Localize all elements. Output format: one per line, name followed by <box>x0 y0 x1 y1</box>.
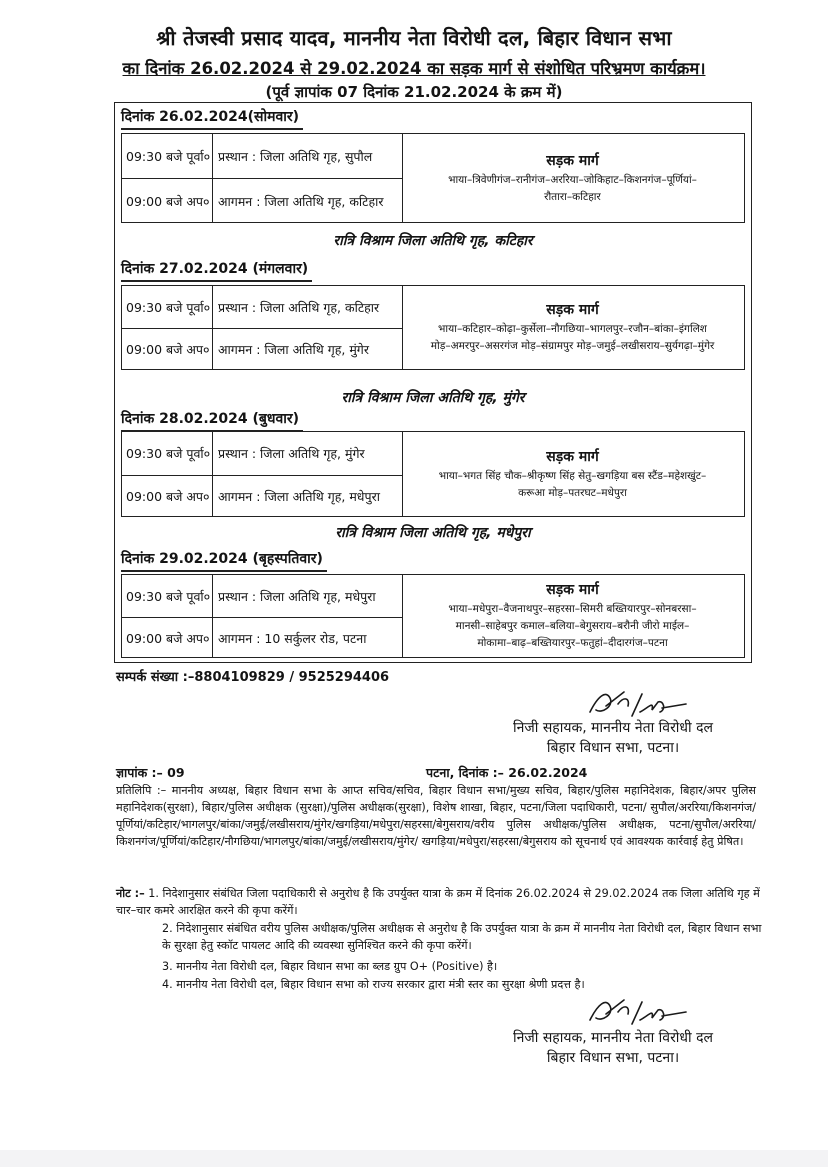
departure-time: 09:30 बजे पूर्वा० <box>126 446 211 461</box>
note-item <box>116 920 766 954</box>
note-text: 1. निदेशानुसार संबंधित जिला पदाधिकारी से अनुरोध है कि उपर्युक्त यात्रा के क्रम में दिनांक 26.02.2024 से 29.02.2024 तक जिला अतिथि गृह में चार–चार कमरे आरक्षित करने की कृपा करेंगें। <box>116 887 760 917</box>
signature-office: बिहार विधान सभा, पटना। <box>546 1050 680 1066</box>
night-stay: रात्रि विश्राम जिला अतिथि गृह, मधेपुरा <box>335 525 531 541</box>
departure-place: प्रस्थान : जिला अतिथि गृह, कटिहार <box>218 299 380 315</box>
route-line: भाया–कटिहार–कोढ़ा–कुर्सेला–नौगछिया–भागलपुर–रजौन–बांका–इंगलिश <box>438 323 707 335</box>
route-title: सड़क मार्ग <box>546 582 599 598</box>
page-subtitle: का दिनांक 26.02.2024 से 29.02.2024 का सड़क मार्ग से संशोधित परिभ्रमण कार्यक्रम। <box>122 59 706 78</box>
departure-time: 09:30 बजे पूर्वा० <box>126 588 211 604</box>
signature-office: बिहार विधान सभा, पटना। <box>546 740 680 756</box>
departure-place: प्रस्थान : जिला अतिथि गृह, सुपौल <box>218 148 373 164</box>
route-cell <box>405 134 740 222</box>
note-item <box>116 885 766 919</box>
arrival-time: 09:00 बजे अप० <box>126 489 210 504</box>
reference-line: (पूर्व ज्ञापांक 07 दिनांक 21.02.2024 के क्रम में) <box>265 83 563 101</box>
route-line: भाया–भगत सिंह चौक–श्रीकृष्ण सिंह सेतु–खगड़िया बस स्टैंड–महेशखुंट– <box>438 469 707 482</box>
arrival-time: 09:00 बजे अप० <box>126 630 210 646</box>
arrival-place: आगमन : जिला अतिथि गृह, मुंगेर <box>218 342 369 357</box>
arrival-place: आगमन : 10 सर्कुलर रोड, पटना <box>218 630 367 646</box>
route-line: भाया–त्रिवेणीगंज–रानीगंज–अररिया–जोकिहाट–किशनगंज–पूर्णियां– <box>448 173 697 186</box>
day-schedule-row <box>121 574 745 658</box>
day-header: दिनांक 28.02.2024 (बुधवार) <box>121 408 303 432</box>
day-header: दिनांक 26.02.2024(सोमवार) <box>121 106 303 130</box>
route-title: सड़क मार्ग <box>546 448 599 465</box>
route-line: मोकामा–बाढ़–बख्तियारपुर–फतुहां–दीदारगंज–पटना <box>477 637 668 649</box>
route-title: सड़क मार्ग <box>546 152 599 169</box>
reference-number: ज्ञापांक :– 09 <box>116 765 185 780</box>
route-cell <box>405 286 740 369</box>
contact-numbers: सम्पर्क संख्या :–8804109829 / 9525294406 <box>116 670 390 685</box>
route-cell <box>405 575 740 657</box>
bottom-strip <box>0 1150 828 1167</box>
night-stay: रात्रि विश्राम जिला अतिथि गृह, कटिहार <box>333 233 533 249</box>
arrival-time: 09:00 बजे अप० <box>126 342 210 357</box>
route-title: सड़क मार्ग <box>546 302 599 318</box>
copy-to-paragraph: प्रतिलिपि :– माननीय अध्यक्ष, बिहार विधान सभा के आप्त सचिव/सचिव, बिहार विधान सभा/मुख्य सचिव, बिहार/पुलिस महानिदेशक, बिहार/अपर पुलिस महानिदेशक(सुरक्षा), बिहार/पुलिस अधीक्षक (सुरक्षा)/पुलिस अधीक्षक(सुरक्षा), विशेष शाखा, बिहार, पटना/जिला पदाधिकारी, पटना/ सुपौल/अररिया/किशनगंज/पूर्णियां/कटिहार/भागलपुर/बांका/जमुई/लखीसराय/मुंगेर/खगड़िया/मधेपुरा/सहरसा/बेगुसराय/वरीय पुलिस अधीक्षक/पुलिस अधीक्षक, पटना/सुपौल/अररिया/किशनगंज/पूर्णियां/कटिहार/नौगछिया/भागलपुर/बांका/जमुई/लखीसराय/मुंगेर/ खगड़िया/मधेपुरा/सहरसा/बेगुसराय को सूचनार्थ एवं आवश्यक कार्रवाई हेतु प्रेषित। <box>116 784 756 848</box>
day-schedule-row <box>121 431 745 517</box>
departure-time: 09:30 बजे पूर्वा० <box>126 148 211 164</box>
route-line: रौतारा–कटिहार <box>544 190 601 203</box>
signature-title: निजी सहायक, माननीय नेता विरोधी दल <box>512 1030 714 1046</box>
arrival-time: 09:00 बजे अप० <box>126 193 210 209</box>
departure-place: प्रस्थान : जिला अतिथि गृह, मुंगेर <box>218 446 365 461</box>
note-item <box>116 958 766 975</box>
route-cell <box>405 432 740 516</box>
night-stay: रात्रि विश्राम जिला अतिथि गृह, मुंगेर <box>341 390 525 406</box>
page-title: श्री तेजस्वी प्रसाद यादव, माननीय नेता विरोधी दल, बिहार विधान सभा <box>156 26 672 50</box>
arrival-place: आगमन : जिला अतिथि गृह, मधेपुरा <box>218 489 380 504</box>
day-header: दिनांक 27.02.2024 (मंगलवार) <box>121 258 312 282</box>
route-line: भाया–मधेपुरा–वैजनाथपुर–सहरसा–सिमरी बख्तियारपुर–सोनबरसा– <box>448 603 697 615</box>
route-line: करूआ मोड़–पतरघट–मधेपुरा <box>518 486 627 499</box>
signature-title: निजी सहायक, माननीय नेता विरोधी दल <box>512 720 714 736</box>
arrival-place: आगमन : जिला अतिथि गृह, कटिहार <box>218 193 384 209</box>
route-line: मोड़–अमरपुर–असरगंज मोड़–संग्रामपुर मोड़–जमुई–लखीसराय–सुर्यगढ़ा–मुंगेर <box>430 340 715 352</box>
note-item <box>116 976 766 993</box>
route-line: मानसी–साहेबपुर कमाल–बलिया–बेगुसराय–बरौनी जीरो माईल– <box>455 620 690 632</box>
day-header: दिनांक 29.02.2024 (बृहस्पतिवार) <box>121 548 327 572</box>
schedule-table <box>114 102 752 663</box>
departure-place: प्रस्थान : जिला अतिथि गृह, मधेपुरा <box>218 588 376 604</box>
day-schedule-row <box>121 285 745 370</box>
note-text: 4. माननीय नेता विरोधी दल, बिहार विधान सभा को राज्य सरकार द्वारा मंत्री स्तर का सुरक्षा श्रेणी प्रदत्त है। <box>162 978 585 991</box>
day-schedule-row <box>121 133 745 223</box>
note-text: 3. माननीय नेता विरोधी दल, बिहार विधान सभा का ब्लड ग्रुप O+ (Positive) है। <box>162 960 498 973</box>
note-label: नोट :– <box>116 887 145 900</box>
place-date: पटना, दिनांक :– 26.02.2024 <box>426 765 588 780</box>
note-text: 2. निदेशानुसार संबंधित वरीय पुलिस अधीक्षक/पुलिस अधीक्षक से अनुरोध है कि उपर्युक्त यात्रा के क्रम में माननीय नेता विरोधी दल, बिहार विधान सभा के सुरक्षा हेतु स्कॉट पायलट आदि की व्यवस्था सुनिश्चित करने की कृपा करेंगें। <box>162 922 762 952</box>
departure-time: 09:30 बजे पूर्वा० <box>126 299 211 315</box>
